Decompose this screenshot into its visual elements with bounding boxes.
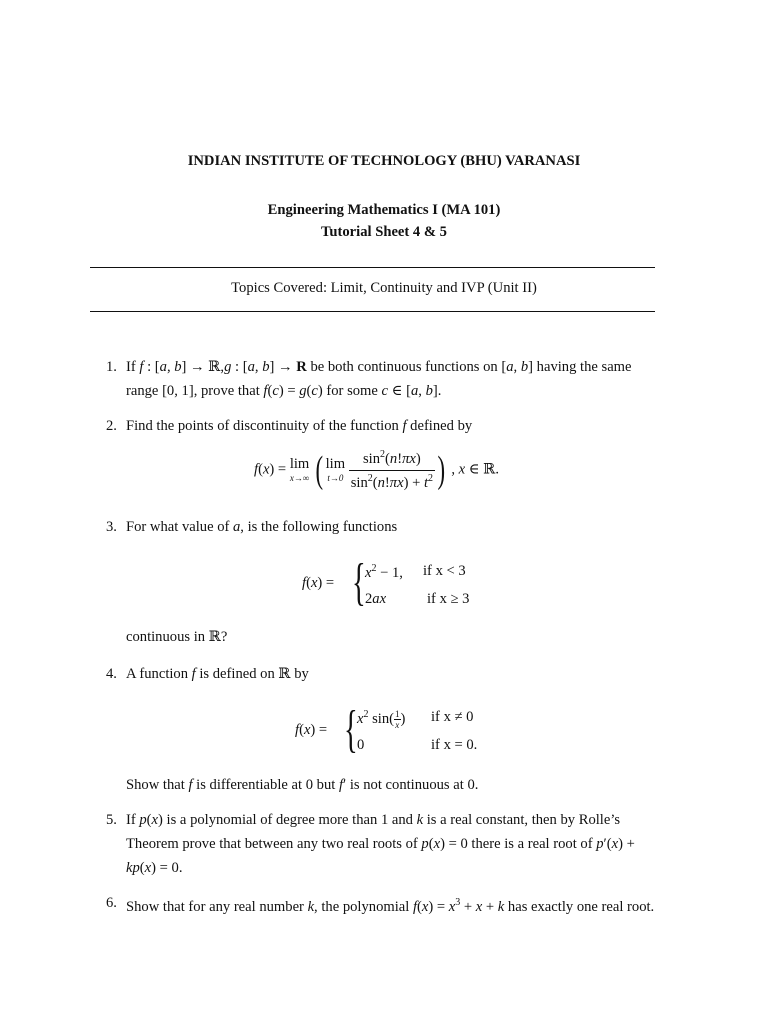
question-4-text: A function f is defined on ℝ by xyxy=(126,666,309,682)
question-3-continuation: continuous in ℝ? xyxy=(126,629,228,645)
question-1-number: 1. xyxy=(106,359,117,375)
question-3-case-2-condition: if x ≥ 3 xyxy=(427,591,470,607)
course-title: Engineering Mathematics I (MA 101) xyxy=(267,202,501,218)
question-2-number: 2. xyxy=(106,418,117,434)
question-3-number: 3. xyxy=(106,519,117,535)
bottom-rule xyxy=(90,311,655,312)
question-4-number: 4. xyxy=(106,666,117,682)
question-4-case-2: 0 xyxy=(357,737,365,753)
question-6-text: Show that for any real number k, the polynomial $f(x) = x^3 + x + k$ has exactly one real root. xyxy=(126,897,655,915)
question-4-continuation: Show that f is differentiable at 0 but f′ is not continuous at 0. xyxy=(126,777,479,793)
question-2-formula: f(x) = lim x→∞ ( lim t→0 $\frac{\sin^2(n!\pi x)}{\sin^2(n!\pi x) + t^2}$ ) , x ∈ ℝ. xyxy=(254,448,500,491)
top-rule xyxy=(90,267,655,268)
sheet-title: Tutorial Sheet 4 & 5 xyxy=(321,224,447,240)
question-3-brace: { xyxy=(352,554,366,611)
question-3-case-1: $x^2 - 1$, xyxy=(365,563,403,581)
question-1-text: If f : [a, b] → ℝ,g : [a, b] → R be both continuous functions on [a, b] having the same range [0, 1], prove that f(c) = g(c) for some c ∈ [a, b]. xyxy=(126,359,632,399)
question-6-number: 6. xyxy=(106,895,117,911)
question-5-number: 5. xyxy=(106,812,117,828)
question-3-case-2: 2ax xyxy=(365,591,387,607)
question-4-case-2-condition: if x = 0. xyxy=(431,737,478,753)
question-3-case-1-condition: if x < 3 xyxy=(423,563,466,579)
question-4-lhs: f(x) = xyxy=(295,722,328,738)
question-5-text: If p(x) is a polynomial of degree more than 1 and k is a real constant, then by Rolle’s Theorem prove that between any two real roots of p(x) = 0 there is a real root of p′(x) + kp(x) = 0. xyxy=(126,812,635,876)
question-2-text: Find the points of discontinuity of the function f defined by xyxy=(126,418,473,434)
topics-line: Topics Covered: Limit, Continuity and IVP (Unit II) xyxy=(231,280,537,296)
question-4-brace: { xyxy=(344,701,358,758)
question-4-case-1: $x^2$ sin( $\frac{1}{x}$ ) xyxy=(357,709,406,731)
institute-title: INDIAN INSTITUTE OF TECHNOLOGY (BHU) VARANASI xyxy=(187,153,581,169)
question-3-text: For what value of a, is the following functions xyxy=(126,519,398,535)
question-3-lhs: f(x) = xyxy=(302,575,335,591)
question-4-case-1-condition: if x ≠ 0 xyxy=(431,709,474,725)
